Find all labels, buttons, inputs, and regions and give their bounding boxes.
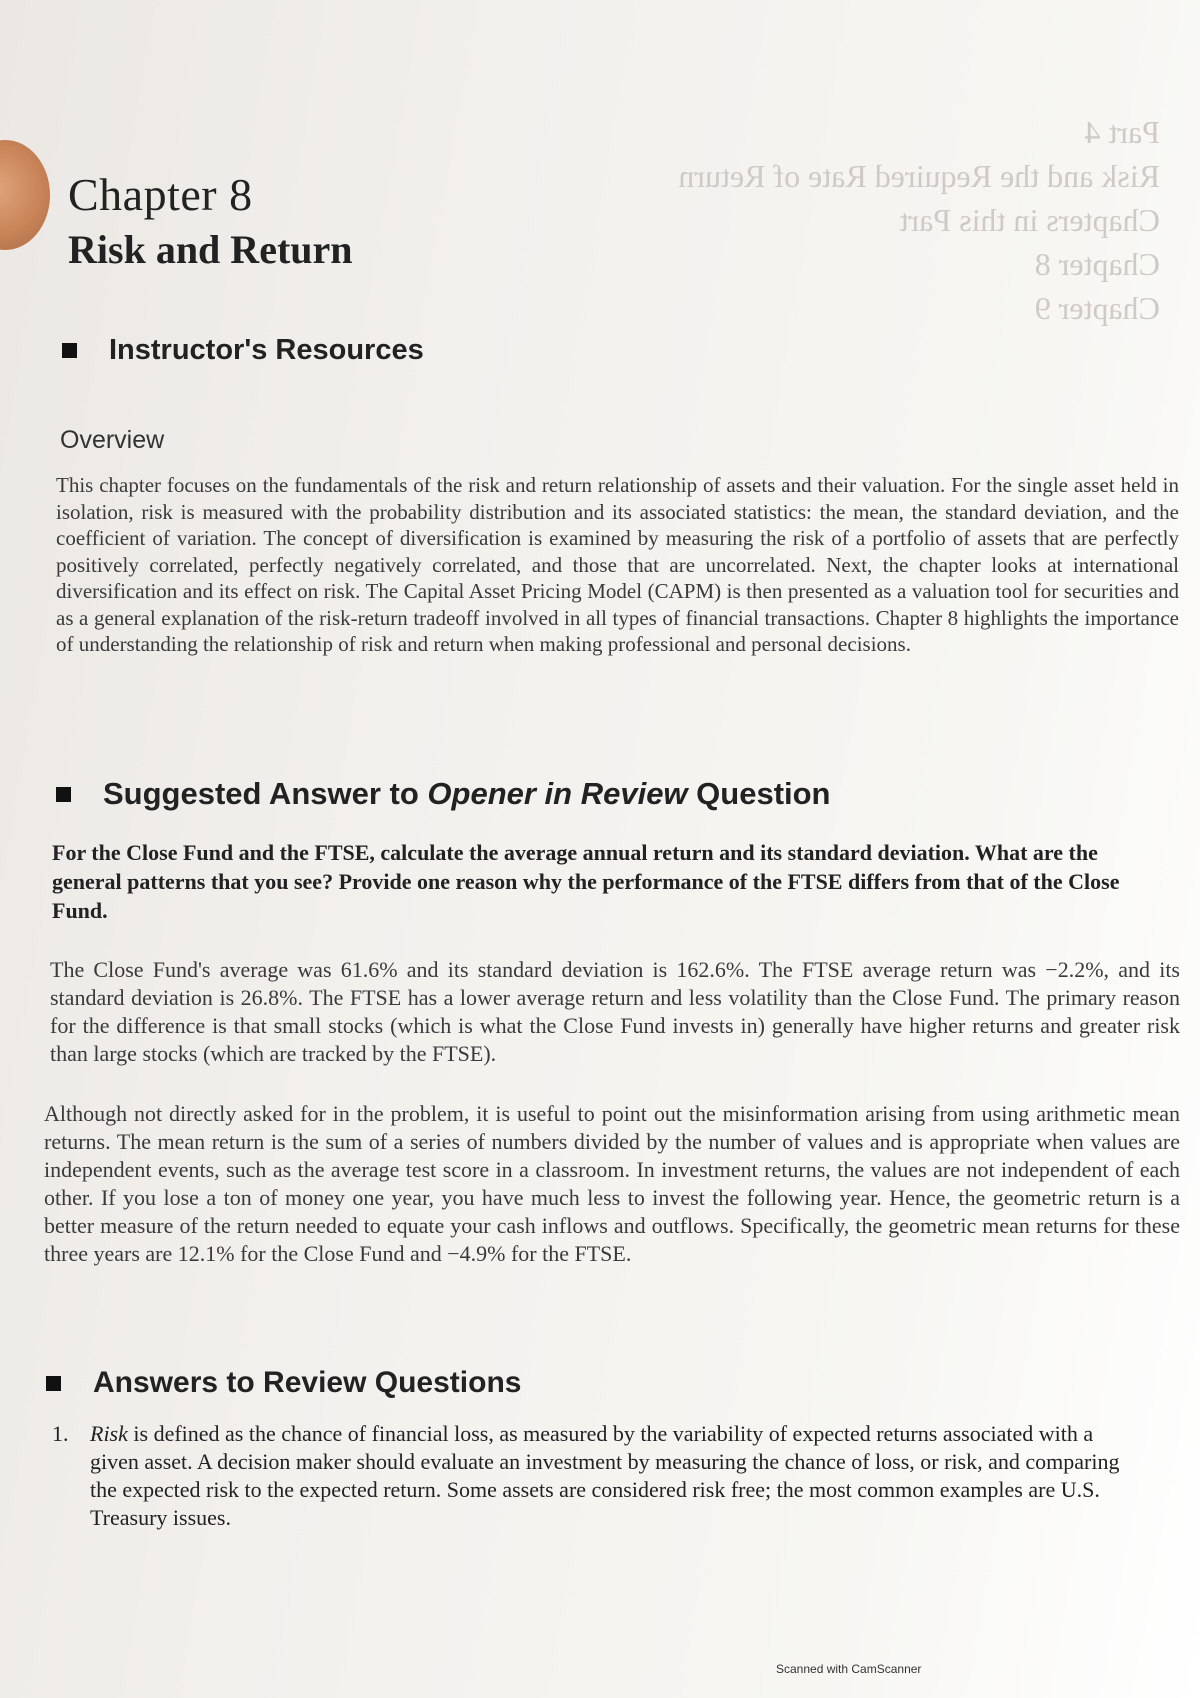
- answer-paragraph-2: Although not directly asked for in the problem, it is useful to point out the misinformation arising from using arithmetic mean returns. The mean return is the sum of a series of numbers divided by the number of values and is appropriate when values are independent events, such as the average test score in a classroom. In investment returns, the values are not independent of each other. If you lose a ton of money one year, you have much less to invest the following year. Hence, the geometric return is a better measure of the return needed to equate your cash inflows and outflows. Specifically, the geometric mean returns for these three years are 12.1% for the Close Fund and −4.9% for the FTSE.: [44, 1101, 1180, 1266]
- square-bullet-icon: [56, 787, 71, 802]
- list-item-term: Risk: [90, 1421, 128, 1446]
- bleed-line: Part 4: [1084, 114, 1160, 150]
- overview-heading: Overview: [60, 426, 165, 454]
- list-item-text: [90, 1420, 1142, 1532]
- chapter-title: Risk and Return: [68, 227, 353, 272]
- square-bullet-icon: [62, 343, 77, 358]
- answer-paragraph-1: The Close Fund's average was 61.6% and its standard deviation is 162.6%. The FTSE average return was −2.2%, and its standard deviation is 26.8%. The FTSE has a lower average return and less volatility than the Close Fund. The primary reason for the difference is that small stocks (which is what the Close Fund invests in) generally have higher returns and greater risk than large stocks (which are tracked by the FTSE).: [50, 957, 1180, 1066]
- heading-suffix: Question: [687, 776, 831, 811]
- bleed-line: Risk and the Required Rate of Return: [678, 158, 1160, 194]
- list-item-body: is defined as the chance of financial loss, as measured by the variability of expected returns associated with a given asset. A decision maker should evaluate an investment by measuring the chance of loss, or risk, and comparing the expected risk to the expected return. Some assets are considered risk free; the most common examples are U.S. Treasury issues.: [90, 1421, 1120, 1530]
- heading-prefix: Suggested Answer to: [103, 776, 428, 811]
- bleed-through-text: [678, 110, 1160, 440]
- section-heading-review-answers: [46, 1366, 521, 1400]
- bleed-line: Chapter 9: [1034, 290, 1160, 326]
- opener-question: For the Close Fund and the FTSE, calculate the average annual return and its standard deviation. What are the general patterns that you see? Provide one reason why the performance of the FTSE differs from that of the Close Fund.: [52, 840, 1120, 923]
- thumb-shadow: [0, 140, 50, 250]
- overview-paragraph: This chapter focuses on the fundamentals of the risk and return relationship of assets and their valuation. For the single asset held in isolation, risk is measured with the probability distribution and its associated statistics: the mean, the standard deviation, and the coefficient of variation. The concept of diversification is examined by measuring the risk of a portfolio of assets that are perfectly positively correlated, perfectly negatively correlated, and those that are uncorrelated. Next, the chapter looks at international diversification and its effect on risk. The Capital Asset Pricing Model (CAPM) is then presented as a valuation tool for securities and as a general explanation of the risk-return tradeoff involved in all types of financial transactions. Chapter 8 highlights the importance of understanding the relationship of risk and return when making professional and personal decisions.: [56, 473, 1179, 656]
- list-item: [52, 1420, 1142, 1532]
- bleed-line: Chapters in this Part: [899, 202, 1160, 238]
- heading-italic: Opener in Review: [427, 776, 688, 811]
- section-heading-suggested-answer: [56, 776, 831, 812]
- section-heading-text: Answers to Review Questions: [93, 1366, 522, 1399]
- section-heading-text: Instructor's Resources: [109, 334, 424, 366]
- chapter-number: Chapter 8: [68, 169, 253, 220]
- bleed-line: Chapter 8: [1034, 246, 1160, 282]
- section-heading-instructors-resources: [62, 334, 424, 367]
- list-item-number: 1.: [52, 1421, 69, 1446]
- square-bullet-icon: [46, 1376, 61, 1391]
- section-heading-text: [103, 776, 831, 812]
- scanner-footer: Scanned with CamScanner: [776, 1662, 922, 1676]
